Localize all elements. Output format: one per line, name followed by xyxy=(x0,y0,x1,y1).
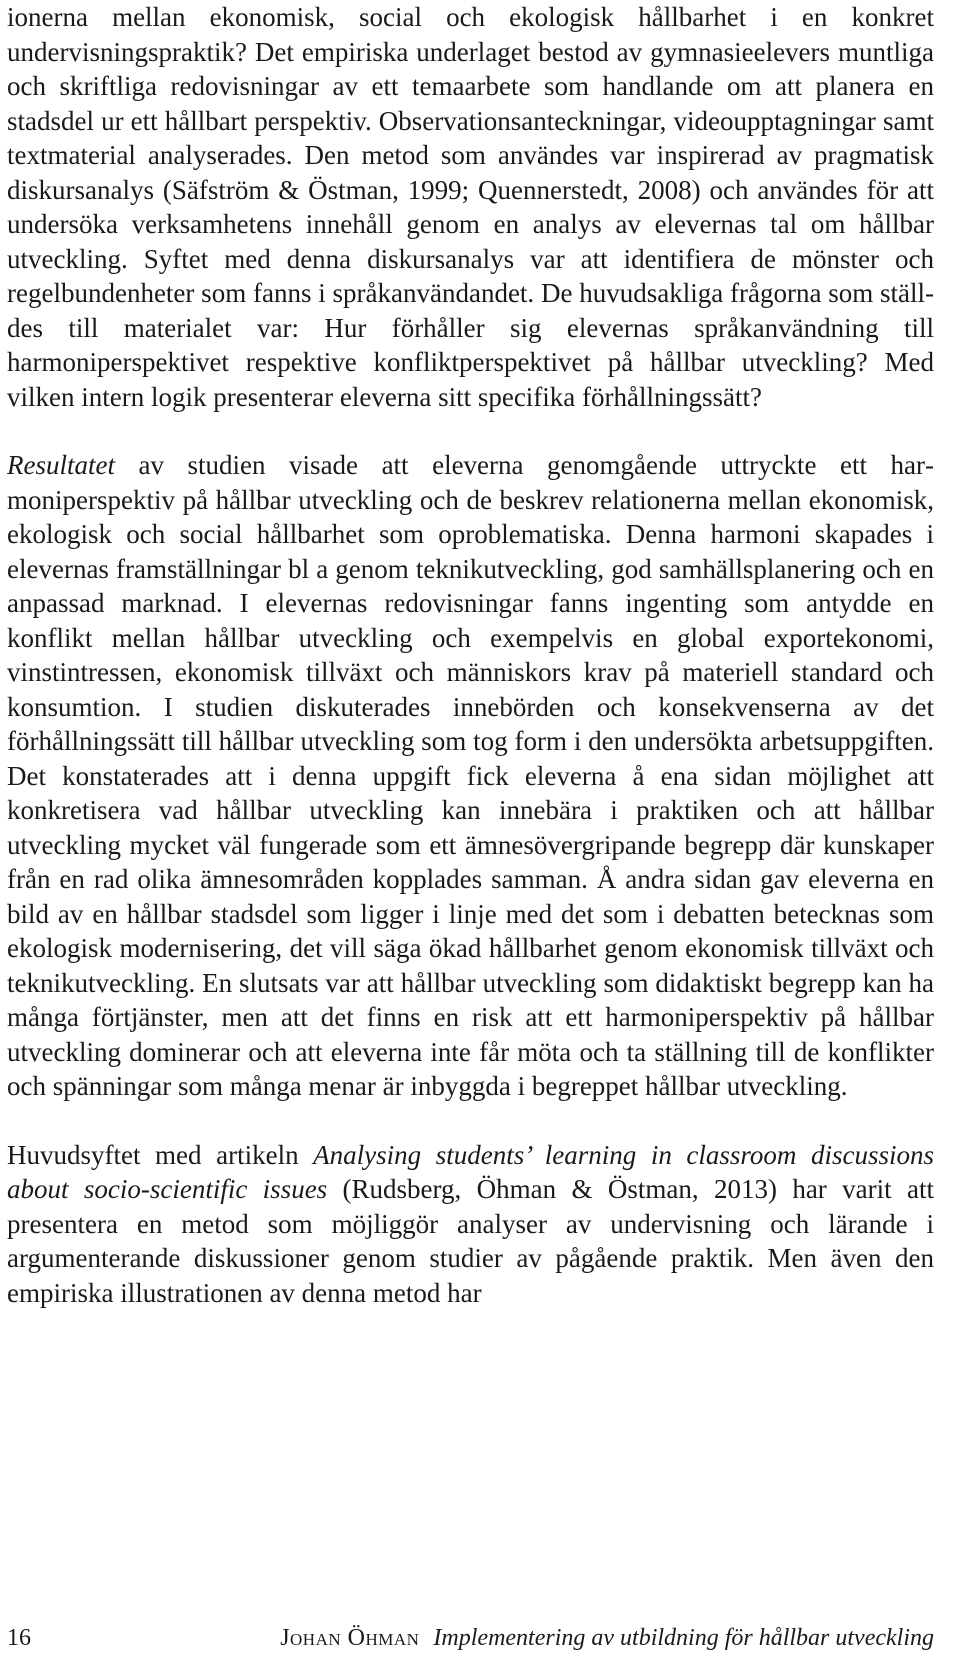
paragraph-results xyxy=(7,448,934,1104)
paragraph-gap xyxy=(7,1104,934,1138)
paragraph-results-text: av studien visade att eleverna genomgående uttryckte ett harmoniperspektiv på hållbar utveckling och de beskrev relationerna mellan ekonomisk, ekologisk och social hållbarhet som oproblematiska. Denna harmoni skapades i elevernas framställningar bl a genom teknikutveckling, god samhällsplanering och en anpassad marknad. I elevernas redovisningar fanns ingenting som antydde en konflikt mellan hållbar utveckling och exempelvis en global exportekonomi, vinstintressen, ekonomisk tillväxt och människors krav på materiell standard och konsumtion. I studien diskuterades innebörden och konsekvenserna av det förhållningssätt till hållbar utveckling som tog form i den undersökta arbetsuppgiften. Det konstaterades att i denna uppgift fick eleverna å ena sidan möjlighet att konkretisera vad hållbar utveckling kan innebära i praktiken och att hållbar utveckling mycket väl fungerade som ett ämnesövergripande begrepp där kunskaper från en rad olika ämnesområden kopplades samman. Å andra sidan gav eleverna en bild av en hållbar stadsdel som ligger i linje med det som i debatten betecknas som ekologisk modernisering, det vill säga ökad hållbarhet genom ekonomisk tillväxt och teknikutveckling. En slutsats var att hållbar utveckling som didaktiskt begrepp kan ha många förtjänster, men att det finns en risk att ett harmoniperspektiv på hållbar utveckling dominerar och att eleverna inte får möta och ta ställning till de konflikter och spänningar som många menar är inbyggda i begreppet hållbar utveckling. xyxy=(7,450,934,1101)
paragraph-methods-text: ionerna mellan ekonomisk, social och ekologisk hållbarhet i en konkret undervisningspraktik? Det empiriska underlaget bestod av gymnasieelevers muntliga och skriftliga redovisningar av ett temaarbete som handlande om att planera en stadsdel ur ett hållbart perspektiv. Observationsanteckningar, videoupptagningar samt textmaterial analyserades. Den metod som användes var inspirerad av pragmatisk diskursanalys (Säfström & Östman, 1999; Quennerstedt, 2008) och användes för att undersöka verksamhetens innehåll genom en analys av elevernas tal om hållbar utveckling. Syftet med denna diskursanalys var att identifiera de mönster och regelbundenheter som fanns i språkanvändandet. De huvudsakliga frågorna som ställdes till materialet var: Hur förhåller sig elevernas språkanvändning till harmoniperspektivet respektive konfliktperspektivet på hållbar utveckling? Med vilken intern logik presenterar eleverna sitt specifika förhållningssätt? xyxy=(7,2,934,412)
running-head xyxy=(280,1618,934,1658)
page-footer xyxy=(7,1618,934,1658)
document-body xyxy=(7,0,934,1310)
page-number: 16 xyxy=(7,1625,31,1651)
paragraph-methods xyxy=(7,0,934,414)
paragraph-main-purpose xyxy=(7,1138,934,1311)
running-head-title: Implementering av utbildning för hållbar utveckling xyxy=(433,1625,934,1651)
running-head-author: Johan Öhman xyxy=(280,1625,420,1651)
main-purpose-after: (Rudsberg, Öhman & Östman, 2013) har varit att presentera en metod som möjliggör analyser av undervisning och lärande i argumenterande diskussioner genom studier av pågående praktik. Men även den empiriska illustrationen av denna metod har xyxy=(7,1174,934,1308)
results-lead-word: Resultatet xyxy=(7,450,115,480)
article-title: Analysing students’ learning in classroom discussions about socio-scientific issues xyxy=(7,1139,934,1204)
paragraph-gap xyxy=(7,414,934,448)
main-purpose-before: Huvudsyftet med artikeln xyxy=(7,1139,314,1170)
